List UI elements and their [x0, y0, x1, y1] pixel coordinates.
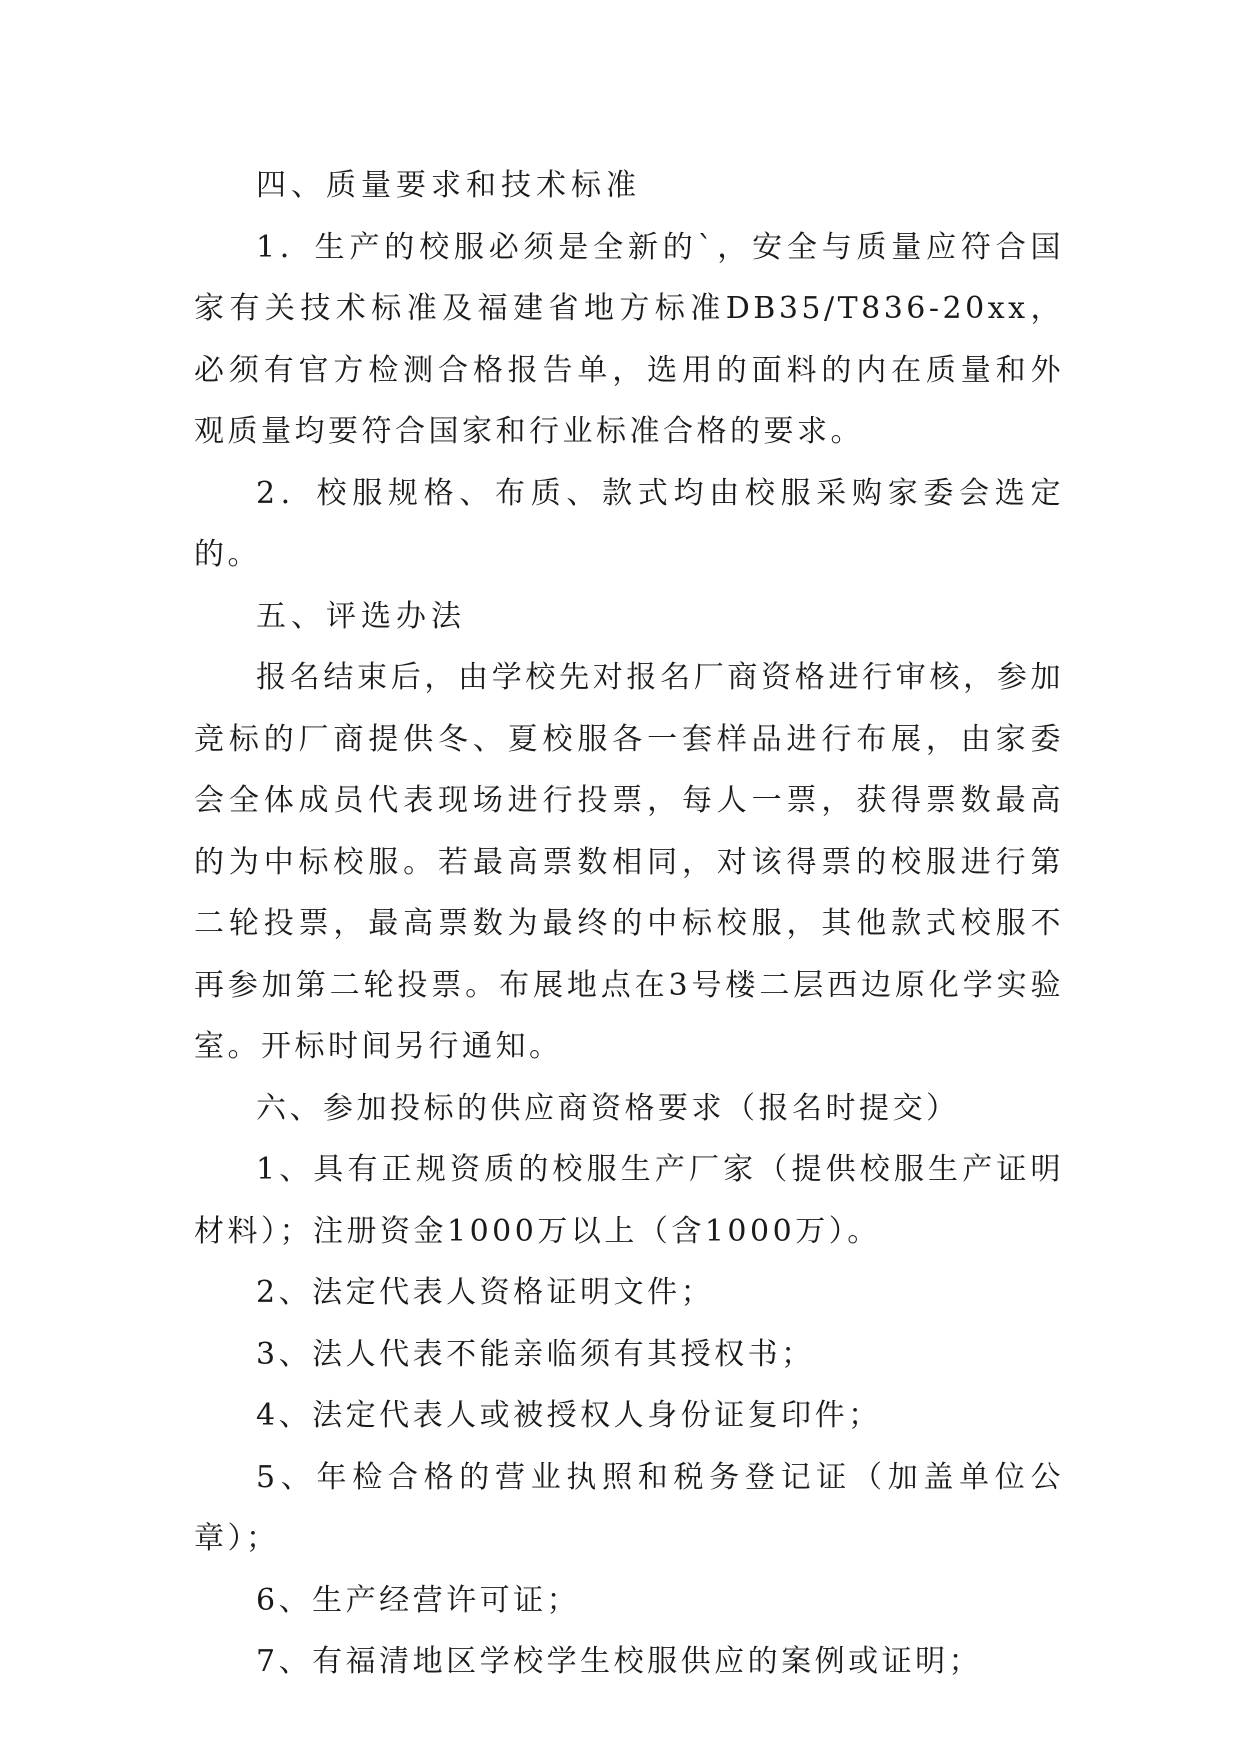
paragraph-qualification-item-5: 5、年检合格的营业执照和税务登记证（加盖单位公章）； [194, 1459, 1064, 1556]
paragraph-evaluation-body: 报名结束后，由学校先对报名厂商资格进行审核，参加竞标的厂商提供冬、夏校服各一套样品进行布展，由家委会全体成员代表现场进行投票，每人一票，获得票数最高的为中标校服。若最高票数相同，对该得票的校服进行第二轮投票，最高票数为最终的中标校服，其他款式校服不再参加第二轮投票。布展地点在3号楼二层西边原化学实验室。开标时间另行通知。 [194, 660, 1064, 1064]
paragraph-quality-item-2: 2．校服规格、布质、款式均由校服采购家委会选定的。 [194, 475, 1064, 572]
paragraph-qualification-item-7: 7、有福清地区学校学生校服供应的案例或证明； [256, 1644, 983, 1679]
section-heading-quality: 四、质量要求和技术标准 [256, 168, 641, 203]
paragraph-quality-item-1: 1．生产的校服必须是全新的`，安全与质量应符合国家有关技术标准及福建省地方标准DB35/T836-20xx，必须有官方检测合格报告单，选用的面料的内在质量和外观质量均要符合国家和行业标准合格的要求。 [194, 229, 1064, 449]
paragraph-qualification-item-4: 4、法定代表人或被授权人身份证复印件； [256, 1398, 882, 1433]
paragraph-qualification-item-2: 2、法定代表人资格证明文件； [256, 1275, 715, 1310]
paragraph-qualification-item-6: 6、生产经营许可证； [256, 1582, 581, 1618]
section-heading-evaluation: 五、评选办法 [256, 598, 466, 634]
section-heading-qualifications: 六、参加投标的供应商资格要求（报名时提交） [256, 1090, 960, 1126]
paragraph-qualification-item-3: 3、法人代表不能亲临须有其授权书； [256, 1336, 815, 1372]
paragraph-qualification-item-1: 1、具有正规资质的校服生产厂家（提供校服生产证明材料）；注册资金1000万以上（含1000万）。 [194, 1152, 1064, 1249]
document-body [194, 155, 1064, 1693]
